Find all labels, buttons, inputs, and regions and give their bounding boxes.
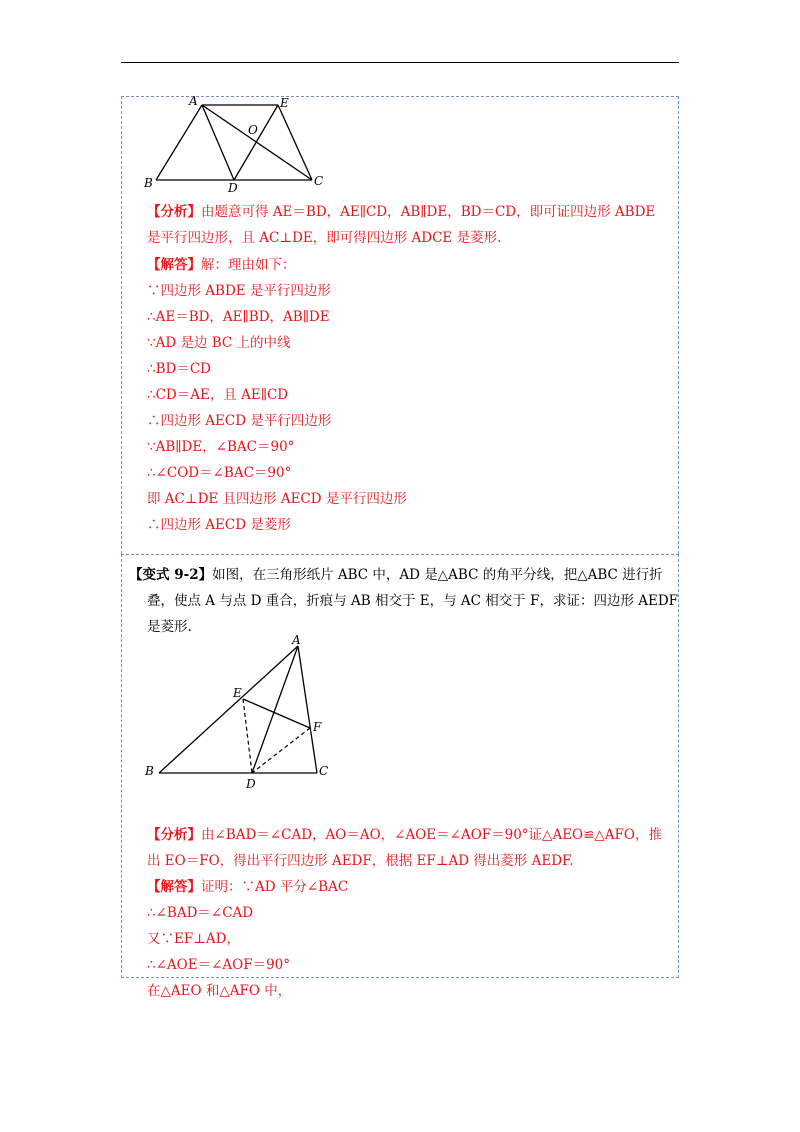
analysis-2-line-2: 出 EO＝FO，得出平行四边形 AEDF，根据 EF⊥AD 得出菱形 AEDF. [147,853,574,869]
answer-2-tag: 【解答】 [147,879,201,895]
fig2-label-B: B [145,764,154,778]
answer-1-step: 即 AC⊥DE 且四边形 AECD 是平行四边形 [147,491,407,507]
answer-1-step: ∴BD＝CD [147,361,211,377]
fig1-label-B: B [144,176,153,190]
figure-2-diagram [140,632,340,792]
fig1-label-C: C [314,174,324,188]
answer-1-step: ∴四边形 AECD 是菱形 [147,517,291,533]
answer-1-header [147,256,296,274]
fig1-label-O: O [248,123,258,137]
fig2-label-A: A [292,633,301,647]
fig1-label-E: E [280,96,289,110]
answer-1-intro: 解：理由如下： [201,257,296,273]
question-2-line-2: 叠，使点 A 与点 D 重合，折痕与 AB 相交于 E，与 AC 相交于 F，求证：四边形 AEDF [147,593,679,609]
answer-2-step: 在△AEO 和△AFO 中， [147,983,292,999]
fig1-label-A: A [189,94,198,108]
analysis-2-text-1: 由∠BAD＝∠CAD，AO＝AO，∠AOE＝∠AOF＝90°证△AEO≌△AFO，推 [201,827,662,843]
answer-1-tag: 【解答】 [147,257,201,273]
analysis-2-tag: 【分析】 [147,827,201,843]
answer-1-step: ∵四边形 ABDE 是平行四边形 [147,283,331,299]
answer-1-step: ∵AD 是边 BC 上的中线 [147,335,291,351]
analysis-1-tag: 【分析】 [147,204,201,220]
fig2-label-F: F [313,720,322,734]
answer-1-step: ∴AE＝BD，AE∥BD，AB∥DE [147,309,330,325]
fig2-label-D: D [246,777,256,791]
analysis-1-line-1 [147,203,655,221]
question-2-tag: 【变式 9-2】 [129,567,213,583]
question-2-line-1 [129,566,663,584]
answer-2-step: ∴∠AOE＝∠AOF＝90° [147,957,290,973]
answer-2-step: 又∵EF⊥AD， [147,931,240,947]
fig2-label-E: E [233,686,242,700]
analysis-2-line-1 [147,826,662,844]
answer-2-intro: 证明：∵AD 平分∠BAC [201,879,349,895]
figure-1-diagram [140,94,340,194]
question-2-text-1: 如图，在三角形纸片 ABC 中，AD 是△ABC 的角平分线，把△ABC 进行折 [212,567,663,583]
answer-1-step: ∴∠COD＝∠BAC＝90° [147,465,292,481]
fig2-label-C: C [319,764,329,778]
answer-2-header [147,878,348,896]
answer-1-step: ∴CD＝AE，且 AE∥CD [147,387,289,403]
analysis-1-text-1: 由题意可得 AE＝BD，AE∥CD，AB∥DE，BD＝CD，即可证四边形 ABDE [201,204,656,220]
answer-1-step: ∵AB∥DE，∠BAC＝90° [147,439,295,455]
fig1-label-D: D [228,181,238,195]
answer-1-step: ∴四边形 AECD 是平行四边形 [147,413,332,429]
question-2-line-3: 是菱形. [147,619,192,635]
analysis-1-line-2: 是平行四边形，且 AC⊥DE，即可得四边形 ADCE 是菱形. [147,230,502,246]
header-rule [121,62,679,63]
answer-2-step: ∴∠BAD＝∠CAD [147,905,254,921]
